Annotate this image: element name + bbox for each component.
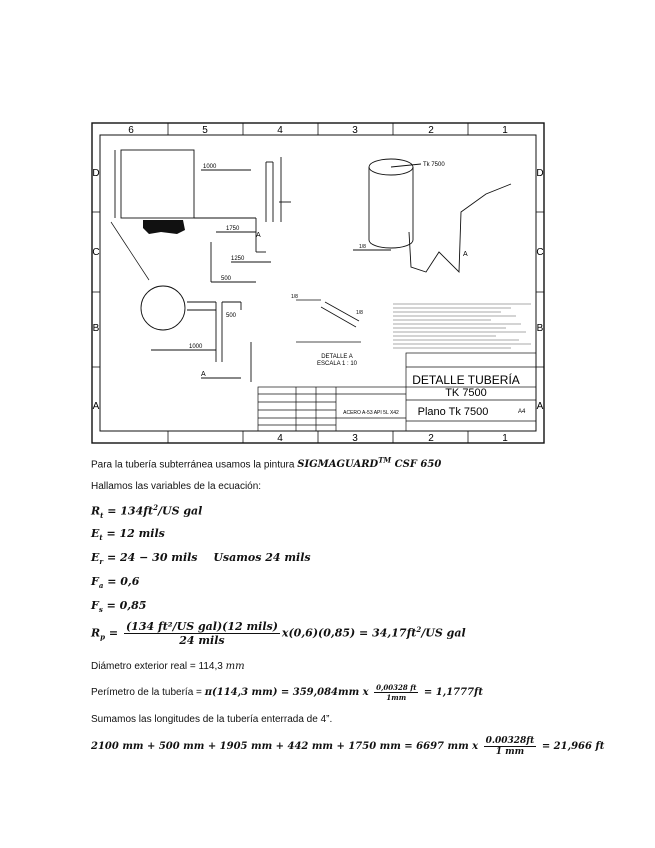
row-label: C: [92, 247, 100, 258]
eq-symbol: F: [91, 599, 99, 612]
pipe-ref-label: 1/8: [291, 294, 298, 300]
eq-subscript: t: [99, 533, 103, 543]
tank-ref-label: Tk 7500: [423, 162, 445, 168]
diametro-line: [91, 661, 631, 672]
equation-rt: [91, 503, 202, 520]
sheet-size: A4: [518, 409, 526, 415]
col-label: 2: [428, 125, 434, 136]
eq-subscript: p: [100, 632, 106, 642]
equation-et: [91, 527, 165, 542]
eq-unit-tail: /US gal: [421, 626, 466, 640]
detail-title: DETALLE A: [321, 354, 353, 360]
col-label: 3: [352, 125, 358, 136]
eq-subscript: r: [99, 557, 104, 567]
perimetro-numerator: 0,00328 ft: [376, 683, 417, 692]
eq-symbol: R: [91, 504, 101, 518]
equation-suma: [91, 736, 604, 757]
row-label: B: [92, 323, 100, 334]
dim-label: 500: [226, 313, 237, 319]
col-label: 5: [202, 125, 208, 136]
eq-fraction: [124, 620, 280, 647]
perimetro-expr-group: [204, 683, 483, 702]
eq-subscript: s: [98, 605, 103, 615]
equation-rp: $R_p$ = $\frac{\text{(134 ft²/US gal)(12 mils)}}{\text{24 mils}}$ $x(0,6)(0,85) = 34,17ft^2/US$ gal: [91, 620, 466, 647]
eq-value: = 12 mils: [106, 527, 165, 540]
eq-symbol: R: [91, 626, 101, 640]
detail-scale: ESCALA 1 : 10: [316, 361, 358, 367]
eq-symbol: F: [91, 575, 99, 588]
eq-unit-tail: /US gal: [157, 504, 203, 518]
col-label: 1: [502, 125, 508, 136]
eq-value: = 0,85: [106, 599, 147, 612]
col-label: 4: [277, 125, 283, 136]
suma-numerator: 0.00328ft: [485, 736, 535, 746]
eq-symbol: E: [91, 551, 100, 564]
pipe-ref-label: 1/8: [356, 310, 363, 316]
suma-denominator: 1 mm: [495, 747, 525, 757]
col-label: 6: [128, 125, 134, 136]
eq-value: = 24 − 30 mils: [106, 551, 198, 564]
eq-tail: x(0,6)(0,85) = 34,17: [281, 626, 407, 640]
eq-denominator: 24 mils: [179, 634, 225, 647]
engineering-drawing: [91, 122, 545, 444]
col-label: 2: [428, 433, 434, 444]
perimetro-denominator: 1mm: [386, 693, 407, 702]
dim-label: 1000: [189, 344, 203, 350]
paint-intro: [91, 456, 631, 470]
row-label: C: [536, 247, 544, 258]
pipe-ref-label: 1/8: [359, 244, 366, 250]
row-label: D: [536, 168, 544, 179]
perimetro-result: = 1,1777ft: [423, 687, 483, 698]
eq-numerator: (134 ft²/US gal)(12 mils): [125, 620, 278, 633]
title-block-main: DETALLE TUBERÍA: [412, 373, 520, 387]
col-label: 1: [502, 433, 508, 444]
eq-value: = 0,6: [107, 575, 140, 588]
eq-subscript: t: [100, 510, 104, 520]
letter-a: A: [256, 232, 261, 239]
dim-label: 1250: [231, 256, 245, 262]
paint-trademark: TM: [378, 456, 392, 465]
eq-unit: ft: [406, 626, 417, 640]
suma-fraction: [484, 736, 537, 757]
col-label: 3: [352, 433, 358, 444]
perimetro-fraction: [374, 683, 418, 702]
eq-value: = 134: [107, 504, 144, 518]
intro-text: Para la tubería subterránea usamos la pintura: [91, 459, 295, 471]
eq-unit: ft: [143, 504, 154, 518]
eq-exponent: 2: [416, 624, 422, 634]
paint-code: CSF 650: [394, 459, 442, 471]
eq-exponent: 2: [153, 503, 158, 512]
diametro-text: Diámetro exterior real = 114,3: [91, 661, 223, 672]
paint-name-group: [297, 456, 442, 471]
equation-er: [91, 551, 311, 566]
perimetro-line: [91, 683, 631, 702]
suma-result: = 21,966 ft: [541, 741, 605, 752]
variables-intro: Hallamos las variables de la ecuación:: [91, 481, 262, 492]
equation-fs: [91, 599, 146, 614]
title-block-sub: TK 7500: [445, 387, 487, 399]
eq-note: Usamos 24 mils: [213, 551, 311, 564]
letter-a: A: [463, 251, 468, 258]
perimetro-label: Perímetro de la tubería =: [91, 687, 202, 698]
title-block-plan: Plano Tk 7500: [417, 406, 489, 418]
suma-expr: 2100 mm + 500 mm + 1905 mm + 442 mm + 1750 mm = 6697 mm x: [91, 741, 479, 752]
dim-label: 500: [221, 276, 232, 282]
dim-label: 1750: [226, 226, 240, 232]
row-label: A: [92, 401, 100, 412]
row-label: A: [536, 401, 544, 412]
row-label: D: [92, 168, 100, 179]
diametro-unit: mm: [225, 661, 245, 672]
perimetro-expr: π(114,3 mm) = 359,084mm x: [204, 687, 369, 698]
soil-hatch: [143, 220, 185, 234]
letter-a: A: [201, 371, 206, 378]
eq-symbol: E: [91, 527, 100, 540]
row-label: B: [536, 323, 544, 334]
paint-name: SIGMAGUARD: [297, 459, 379, 471]
eq-subscript: a: [98, 581, 104, 591]
col-label: 4: [277, 433, 283, 444]
material-label: ACERO A-53 API 5L X42: [343, 410, 399, 416]
sumamos-line: Sumamos las longitudes de la tubería enterrada de 4”.: [91, 714, 333, 725]
dim-label: 1000: [203, 164, 217, 170]
equation-fa: [91, 575, 139, 590]
